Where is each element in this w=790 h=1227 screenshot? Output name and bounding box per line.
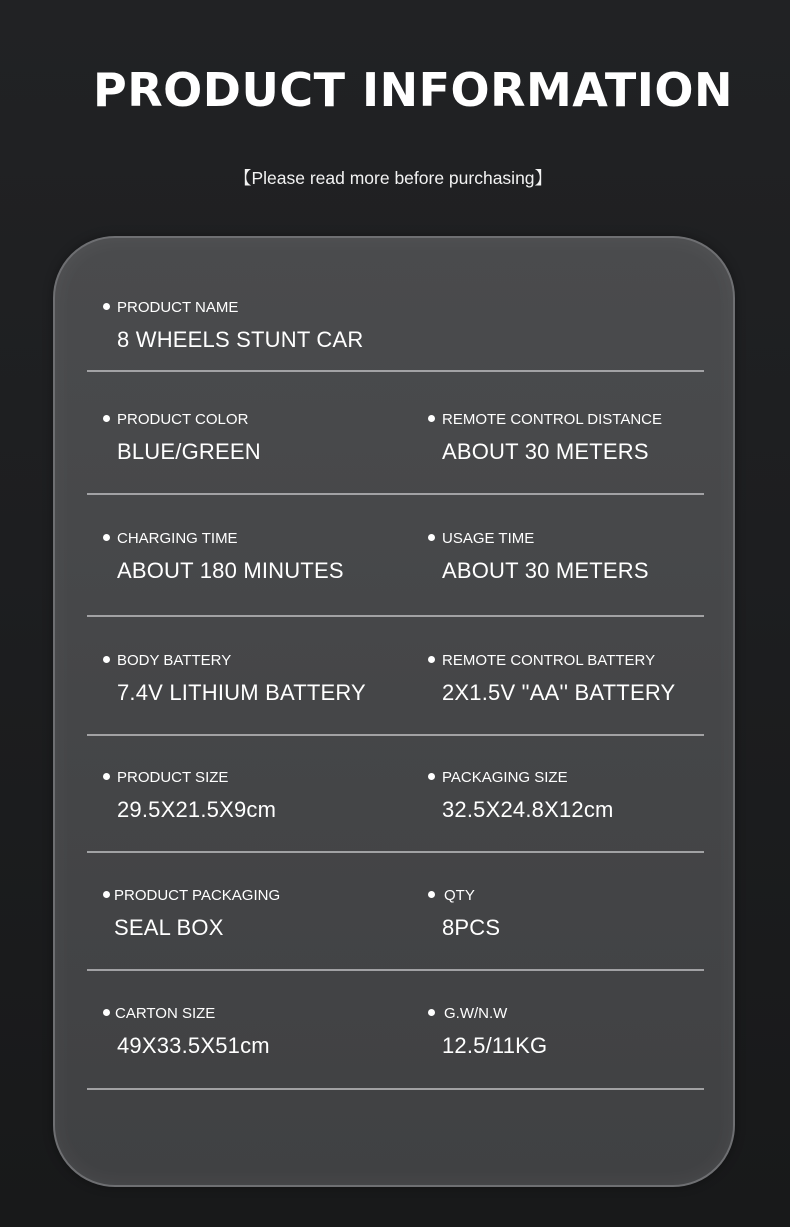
bullet-icon [428, 656, 435, 663]
row-divider [87, 734, 704, 736]
bullet-icon [428, 891, 435, 898]
spec-value: ABOUT 30 METERS [442, 558, 649, 583]
spec-value: SEAL BOX [114, 915, 224, 940]
spec-label [428, 886, 475, 906]
spec-label [428, 410, 662, 430]
spec-value: ABOUT 30 METERS [442, 439, 649, 464]
spec-value: 32.5X24.8X12cm [442, 797, 614, 822]
spec-value: BLUE/GREEN [117, 439, 261, 464]
bullet-icon [103, 303, 110, 310]
spec-value: 29.5X21.5X9cm [117, 797, 277, 822]
spec-label [428, 651, 655, 671]
row-divider [87, 851, 704, 853]
spec-value: 49X33.5X51cm [117, 1033, 270, 1058]
spec-label [103, 651, 231, 671]
bullet-icon [103, 534, 110, 541]
spec-label-text: CHARGING TIME [117, 530, 238, 547]
spec-value: 2X1.5V "AA'' BATTERY [442, 680, 676, 705]
spec-label [428, 768, 568, 788]
row-divider [87, 615, 704, 617]
bullet-icon [103, 773, 110, 780]
spec-value: ABOUT 180 MINUTES [117, 558, 344, 583]
spec-label [428, 1004, 507, 1024]
spec-label [103, 410, 248, 430]
spec-label [428, 529, 534, 549]
bullet-icon [428, 1009, 435, 1016]
bullet-icon [428, 773, 435, 780]
spec-label [103, 768, 228, 788]
bullet-icon [428, 415, 435, 422]
spec-label-text: REMOTE CONTROL DISTANCE [442, 411, 663, 428]
row-divider [87, 370, 704, 372]
spec-label [103, 529, 238, 549]
spec-label-text: PRODUCT COLOR [117, 411, 249, 428]
spec-label-text: USAGE TIME [442, 530, 535, 547]
spec-label-text: BODY BATTERY [117, 652, 232, 669]
bullet-icon [428, 534, 435, 541]
spec-label-text: G.W/N.W [444, 1005, 508, 1022]
spec-label-text: PRODUCT PACKAGING [114, 887, 281, 904]
spec-value: 8 WHEELS STUNT CAR [117, 327, 364, 352]
spec-value: 7.4V LITHIUM BATTERY [117, 680, 366, 705]
bullet-icon [103, 656, 110, 663]
bullet-icon [103, 1009, 110, 1016]
spec-label [103, 298, 238, 318]
bullet-icon [103, 415, 110, 422]
spec-label-text: PRODUCT SIZE [117, 769, 229, 786]
row-divider [87, 969, 704, 971]
row-divider [87, 493, 704, 495]
spec-label-text: PACKAGING SIZE [442, 769, 568, 786]
spec-label [103, 886, 280, 906]
spec-label-text: QTY [444, 887, 475, 904]
spec-label-text: REMOTE CONTROL BATTERY [442, 652, 656, 669]
page-subtitle: 【Please read more before purchasing】 [233, 168, 553, 188]
row-divider [87, 1088, 704, 1090]
spec-label-text: PRODUCT NAME [117, 299, 239, 316]
spec-value: 8PCS [442, 915, 501, 940]
spec-label-text: CARTON SIZE [115, 1005, 216, 1022]
bullet-icon [103, 891, 110, 898]
spec-value: 12.5/11KG [442, 1033, 548, 1058]
spec-label [103, 1004, 215, 1024]
page-title: PRODUCT INFORMATION [93, 63, 733, 117]
